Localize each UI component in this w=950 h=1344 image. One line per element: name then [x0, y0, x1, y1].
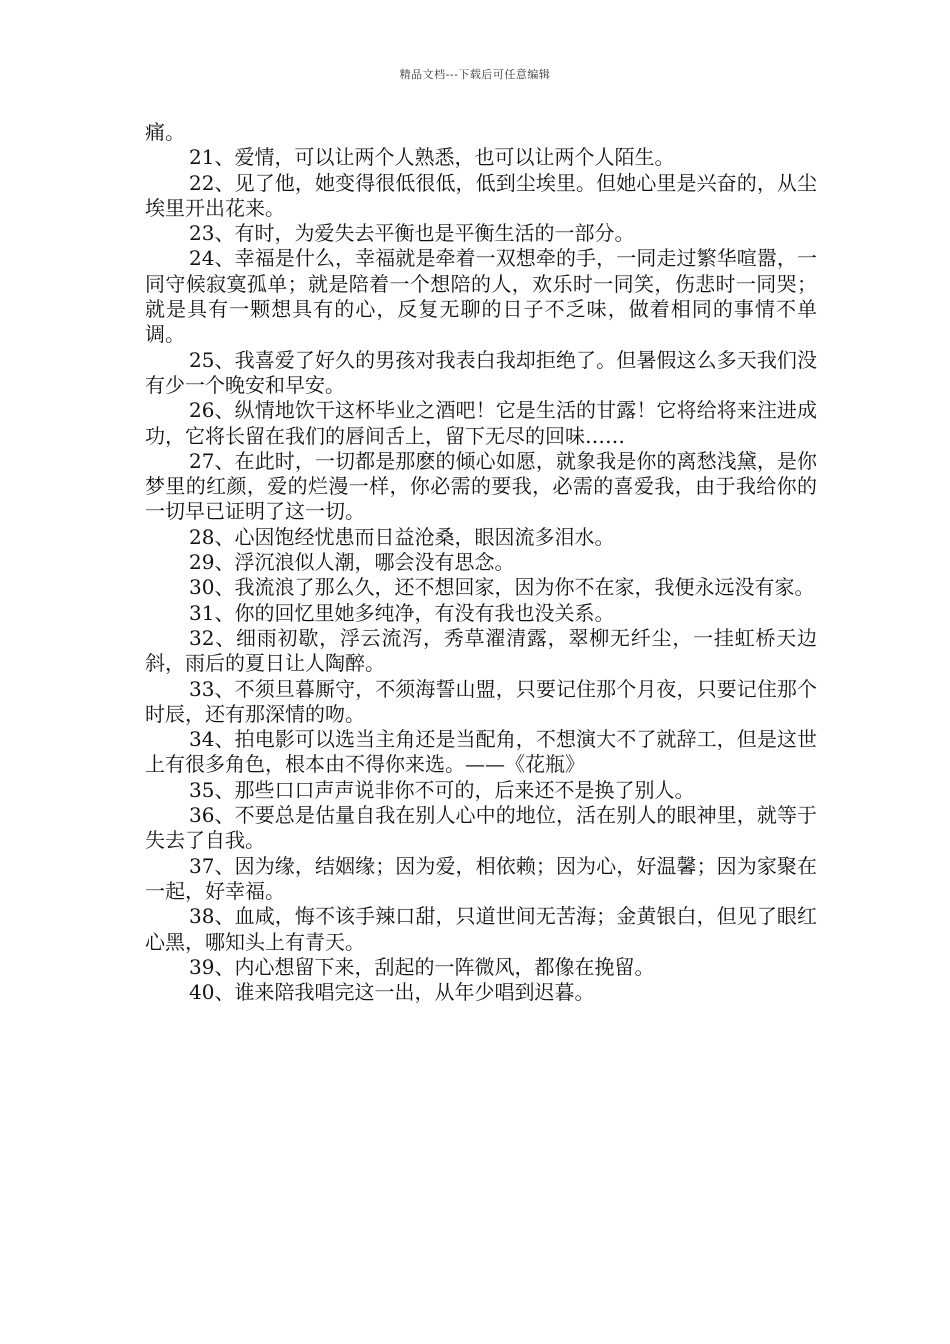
page-header: 精品文档---下载后可任意编辑: [399, 68, 551, 81]
paragraph-40: 40、谁来陪我唱完这一出，从年少唱到迟暮。: [189, 980, 595, 1005]
paragraph-25: 25、我喜爱了好久的男孩对我表白我却拒绝了。但暑假这么多天我们没有少一个晚安和早安。: [145, 347, 817, 397]
document-body: [145, 120, 817, 1005]
paragraph-39: 39、内心想留下来，刮起的一阵微风，都像在挽留。: [189, 954, 655, 979]
paragraph-38: 38、血咸，悔不该手辣口甜，只道世间无苦海；金黄银白，但见了眼红心黑，哪知头上有青天。: [145, 904, 817, 954]
paragraph-26: 26、纵情地饮干这杯毕业之酒吧！它是生活的甘露！它将给将来注进成功，它将长留在我们的唇间舌上，留下无尽的回味……: [145, 398, 817, 448]
paragraph-28: 28、心因饱经忧患而日益沧桑，眼因流多泪水。: [189, 524, 615, 549]
paragraph-33: 33、不须旦暮厮守，不须海誓山盟，只要记住那个月夜，只要记住那个时辰，还有那深情的吻。: [145, 676, 817, 726]
paragraph-35: 35、那些口口声声说非你不可的，后来还不是换了别人。: [189, 777, 695, 802]
paragraph-36: 36、不要总是估量自我在别人心中的地位，活在别人的眼神里，就等于失去了自我。: [145, 803, 817, 853]
paragraph-22: 22、见了他，她变得很低很低，低到尘埃里。但她心里是兴奋的，从尘埃里开出花来。: [145, 170, 817, 220]
paragraph-24: 24、幸福是什么，幸福就是牵着一双想牵的手，一同走过繁华喧嚣，一同守候寂寞孤单；就是陪着一个想陪的人，欢乐时一同笑，伤悲时一同哭；就是具有一颗想具有的心，反复无聊的日子不乏味，做着相同的事情不单调。: [145, 246, 817, 347]
continuation-text: 痛。: [145, 120, 185, 144]
paragraph-32: 32、细雨初歇，浮云流泻，秀草濯清露，翠柳无纤尘，一挂虹桥天边斜，雨后的夏日让人陶醉。: [145, 625, 817, 676]
paragraph-23: 23、有时，为爱失去平衡也是平衡生活的一部分。: [189, 221, 635, 246]
paragraph-27: 27、在此时，一切都是那麽的倾心如愿，就象我是你的离愁浅黛，是你梦里的红颜，爱的烂漫一样，你必需的要我，必需的喜爱我，由于我给你的一切早已证明了这一切。: [145, 448, 817, 524]
paragraph-31: 31、你的回忆里她多纯净，有没有我也没关系。: [189, 600, 615, 625]
paragraph-21: 21、爱情，可以让两个人熟悉，也可以让两个人陌生。: [189, 145, 675, 170]
paragraph-30: 30、我流浪了那么久，还不想回家，因为你不在家，我便永远没有家。: [189, 575, 815, 600]
paragraph-37: 37、因为缘，结姻缘；因为爱，相依赖；因为心，好温馨；因为家聚在一起，好幸福。: [145, 853, 817, 903]
paragraph-29: 29、浮沉浪似人潮，哪会没有思念。: [189, 550, 515, 575]
paragraph-34: 34、拍电影可以选当主角还是当配角，不想演大不了就辞工，但是这世上有很多角色，根本由不得你来选。——《花瓶》: [145, 727, 817, 777]
